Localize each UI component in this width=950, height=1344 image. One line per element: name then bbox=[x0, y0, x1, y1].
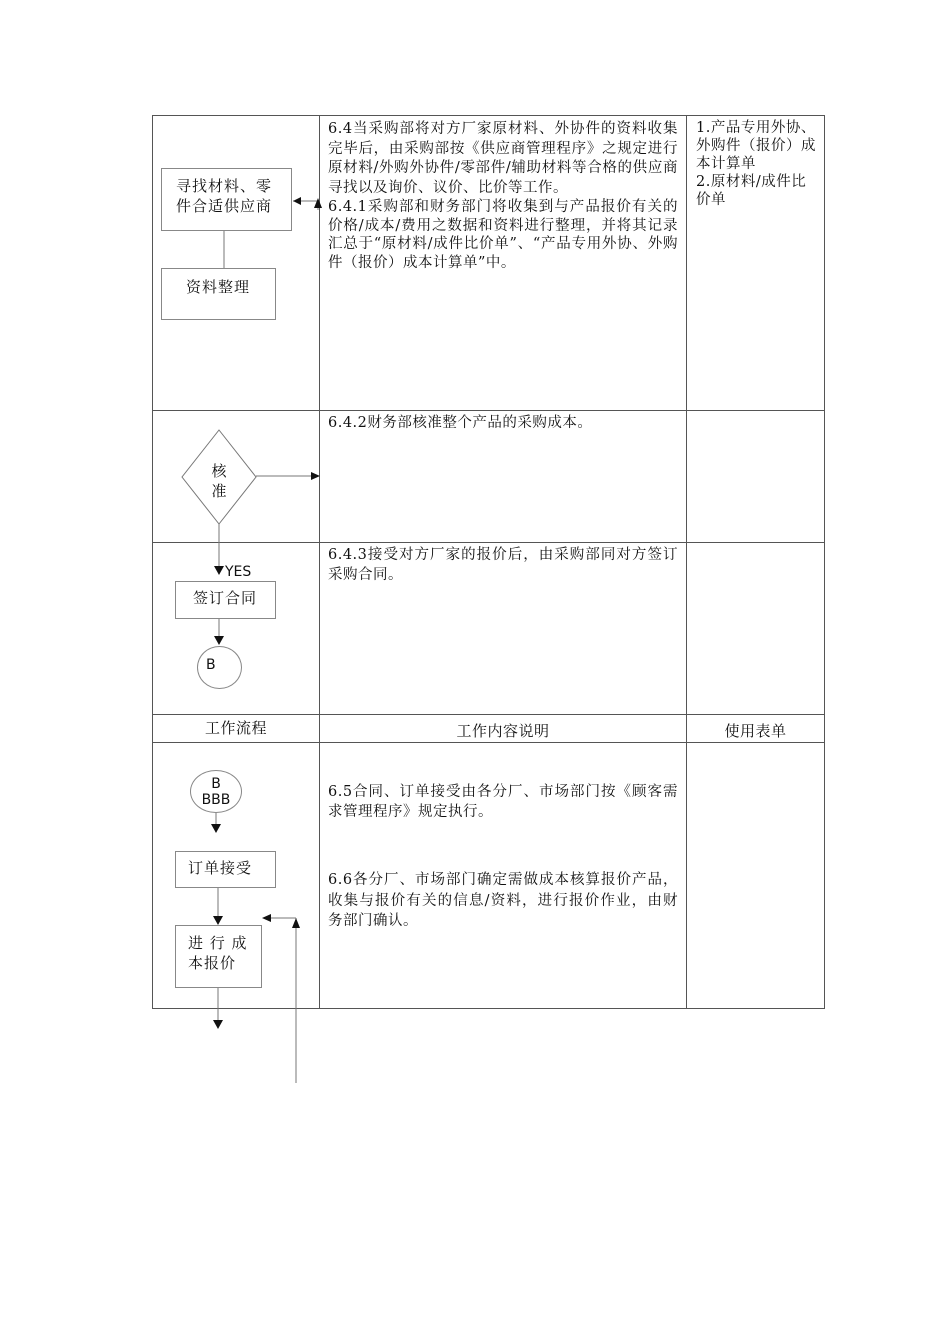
find-supplier-label: 寻找材料、零件合适供应商 bbox=[176, 177, 273, 215]
header-content: 工作内容说明 bbox=[456, 722, 550, 740]
header-forms: 使用表单 bbox=[724, 722, 787, 740]
data-organize-label: 资料整理 bbox=[186, 278, 251, 296]
connector-b-line2: BBB bbox=[201, 792, 231, 808]
form-item-1: 1.产品专用外协、外购件（报价）成本计算单 bbox=[696, 120, 816, 172]
sign-contract-label: 签订合同 bbox=[193, 589, 258, 607]
paragraph-6-4: 6.4当采购部将对方厂家原材料、外协件的资料收集完毕后，由采购部按《供应商管理程序》之规定进行原材料/外购外协件/零部件/辅助材料等合格的供应商寻找以及询价、议价、比价等工作。 bbox=[328, 121, 678, 196]
paragraph-6-4-2: 6.4.2财务部核准整个产品的采购成本。 bbox=[328, 415, 593, 431]
paragraph-6-4-1: 6.4.1采购部和财务部门将收集到与产品报价有关的价格/成本/费用之数据和资料进行整理，并将其记录汇总于“原材料/成件比价单”、“产品专用外协、外购件（报价）成本计算单”中。 bbox=[328, 199, 678, 271]
paragraph-6-5: 6.5合同、订单接受由各分厂、市场部门按《顾客需求管理程序》规定执行。 bbox=[328, 784, 678, 820]
paragraph-6-6: 6.6各分厂、市场部门确定需做成本核算报价产品，收集与报价有关的信息/资料，进行报价作业，由财务部门确认。 bbox=[328, 872, 678, 929]
connector-b-line1: B bbox=[211, 776, 221, 792]
order-receive-label: 订单接受 bbox=[188, 859, 253, 877]
yes-label: YES bbox=[225, 564, 252, 580]
diamond-line-2: 准 bbox=[211, 482, 227, 500]
form-item-2: 2.原材料/成件比价单 bbox=[696, 174, 807, 208]
cost-quote-label: 进 行 成本报价 bbox=[188, 934, 248, 972]
paragraph-6-4-3: 6.4.3接受对方厂家的报价后，由采购部同对方签订采购合同。 bbox=[328, 547, 678, 583]
connector-b-label: B bbox=[206, 657, 216, 673]
diamond-line-1: 核 bbox=[211, 462, 227, 480]
header-workflow: 工作流程 bbox=[204, 719, 267, 737]
